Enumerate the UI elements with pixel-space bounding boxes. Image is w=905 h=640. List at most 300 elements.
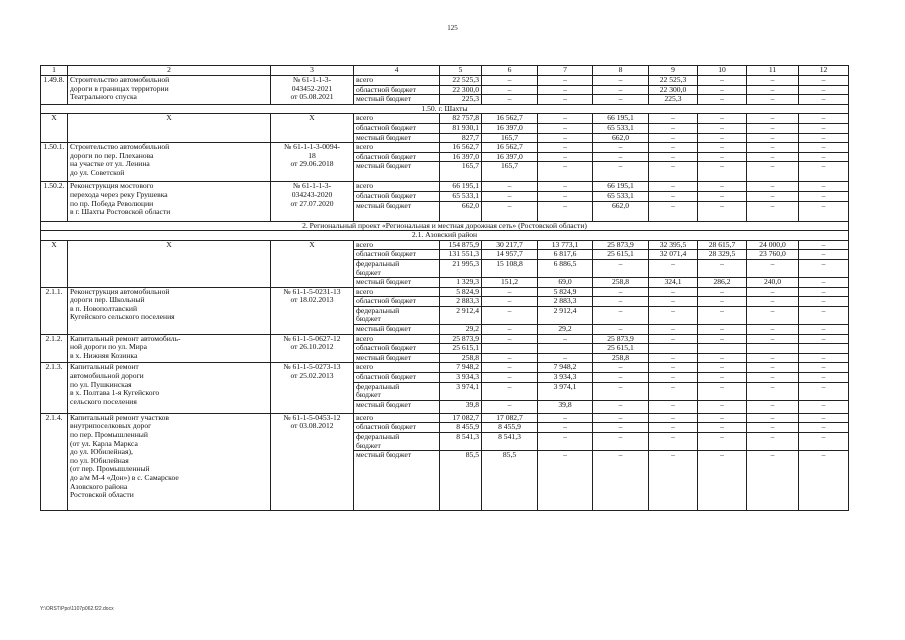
value-cell: –	[747, 373, 799, 383]
value-cell: –	[482, 400, 538, 413]
fund-label: областной бюджет	[354, 152, 440, 162]
value-cell: –	[482, 353, 538, 363]
value-cell: –	[698, 306, 747, 324]
item-name-line: дороги в границах территории	[70, 83, 169, 93]
value-cell: –	[593, 85, 649, 95]
value-cell: 65 533,1	[440, 191, 482, 201]
item-document-line: 034243-2020	[291, 189, 333, 199]
table-row	[41, 114, 849, 124]
value-cell: 2 883,3	[440, 297, 482, 307]
value-cell: –	[799, 250, 849, 260]
value-cell: –	[649, 123, 698, 133]
fund-label: областной бюджет	[354, 344, 440, 354]
value-cell: –	[799, 297, 849, 307]
x-number: Х	[41, 114, 68, 143]
value-cell: –	[698, 353, 747, 363]
value-cell: 16 562,7	[482, 143, 538, 153]
fund-label: всего	[354, 76, 440, 86]
value-cell: 2 912,4	[440, 306, 482, 324]
value-cell: 7 948,2	[538, 363, 593, 373]
value-cell: –	[698, 451, 747, 511]
item-name-line: на участке от ул. Ленина	[70, 159, 150, 169]
value-cell: –	[799, 433, 849, 451]
value-cell: 258,8	[440, 353, 482, 363]
value-cell: 17 082,7	[440, 413, 482, 423]
value-cell: 16 562,7	[482, 114, 538, 124]
item-name-line: Капитальный ремонт участков	[70, 413, 170, 422]
value-cell: –	[747, 423, 799, 433]
value-cell: 2 912,4	[538, 306, 593, 324]
value-cell: –	[747, 95, 799, 105]
table-row	[41, 66, 849, 76]
value-cell: –	[799, 152, 849, 162]
value-cell: 25 873,9	[440, 334, 482, 344]
value-cell: –	[799, 334, 849, 344]
value-cell: –	[747, 152, 799, 162]
item-name-line: по пер. Промышленный	[70, 430, 148, 439]
value-cell: 165,7	[440, 162, 482, 182]
value-cell	[482, 344, 538, 354]
fund-label: местный бюджет	[354, 162, 440, 182]
value-cell: –	[593, 287, 649, 297]
value-cell: 22 525,3	[649, 76, 698, 86]
value-cell: –	[698, 133, 747, 143]
x-name: Х	[68, 114, 271, 143]
item-document-line: № 61-1-5-0273-13	[283, 362, 341, 372]
value-cell: –	[698, 413, 747, 423]
item-document-line: от 27.07.2020	[290, 198, 334, 208]
value-cell: –	[649, 152, 698, 162]
value-cell: –	[649, 363, 698, 373]
column-header: 7	[538, 66, 593, 76]
value-cell: –	[747, 297, 799, 307]
value-cell: 24 000,0	[747, 240, 799, 250]
value-cell: –	[538, 162, 593, 182]
item-name-line: внутрипоселковых дорог	[70, 421, 152, 431]
value-cell: –	[747, 191, 799, 201]
value-cell: –	[538, 423, 593, 433]
value-cell: –	[593, 76, 649, 86]
fund-label: областной бюджет	[354, 191, 440, 201]
value-cell	[538, 344, 593, 354]
value-cell: 66 195,1	[593, 182, 649, 192]
page-number: 125	[447, 24, 458, 32]
value-cell	[698, 344, 747, 354]
item-document-line: от 18.02.2013	[290, 295, 334, 305]
value-cell: 25 873,9	[593, 240, 649, 250]
value-cell: 3 934,3	[440, 373, 482, 383]
value-cell: –	[747, 353, 799, 363]
value-cell: –	[538, 451, 593, 511]
value-cell: 32 395,5	[649, 240, 698, 250]
item-document-line: № 61-1-5-0627-12	[283, 334, 341, 343]
value-cell: –	[698, 123, 747, 133]
column-header: 12	[799, 66, 849, 76]
value-cell: –	[799, 76, 849, 86]
column-header: 4	[354, 66, 440, 76]
value-cell: 65 533,1	[593, 123, 649, 133]
value-cell: 29,2	[538, 325, 593, 335]
value-cell: 28 329,5	[698, 250, 747, 260]
value-cell: –	[698, 114, 747, 124]
value-cell: –	[593, 382, 649, 400]
fund-label: всего	[354, 334, 440, 344]
value-cell: 8 541,3	[440, 433, 482, 451]
value-cell: –	[649, 334, 698, 344]
item-name-line: до а/м М-4 «Дон») в с. Самарское	[70, 472, 179, 482]
value-cell: 5 824,9	[538, 287, 593, 297]
table-row	[41, 143, 849, 153]
value-cell: –	[698, 287, 747, 297]
item-document-line: № 61-1-5-0231-13	[283, 287, 341, 296]
value-cell: –	[747, 162, 799, 182]
item-name-line: Строительство автомобильной	[70, 142, 170, 152]
item-document	[271, 413, 354, 510]
value-cell: –	[538, 114, 593, 124]
value-cell: –	[698, 325, 747, 335]
value-cell: 6 886,5	[538, 259, 593, 277]
value-cell: 15 108,8	[482, 259, 538, 277]
value-cell	[649, 344, 698, 354]
value-cell: –	[649, 287, 698, 297]
value-cell: –	[538, 191, 593, 201]
value-cell: –	[799, 373, 849, 383]
value-cell: –	[799, 133, 849, 143]
item-name-line: до ул. Юбилейная),	[70, 447, 133, 457]
fund-label: всего	[354, 240, 440, 250]
value-cell: –	[747, 363, 799, 373]
item-number: 2.1.1.	[41, 287, 68, 334]
item-number: 2.1.4.	[41, 413, 68, 510]
value-cell: –	[747, 114, 799, 124]
value-cell: 662,0	[593, 201, 649, 221]
fund-label: местный бюджет	[354, 95, 440, 105]
item-name	[68, 334, 271, 363]
item-name-line: сельского поселения	[70, 396, 137, 406]
value-cell: –	[698, 162, 747, 182]
value-cell: –	[698, 363, 747, 373]
value-cell: 131 551,3	[440, 250, 482, 260]
value-cell: –	[649, 259, 698, 277]
value-cell: –	[538, 433, 593, 451]
value-cell: 23 760,0	[747, 250, 799, 260]
value-cell: –	[649, 413, 698, 423]
fund-label-line: федеральный	[356, 306, 400, 315]
value-cell: –	[593, 423, 649, 433]
value-cell: –	[747, 400, 799, 413]
value-cell: 25 873,9	[593, 334, 649, 344]
value-cell: –	[747, 259, 799, 277]
value-cell: 28 615,7	[698, 240, 747, 250]
value-cell: –	[649, 353, 698, 363]
value-cell	[799, 344, 849, 354]
section-title: 2. Региональный проект «Региональная и местная дорожная сеть» (Ростовской области)	[41, 221, 849, 231]
value-cell: –	[799, 382, 849, 400]
section-title: 2.1. Азовский район	[41, 231, 849, 241]
table-row	[41, 413, 849, 423]
value-cell: 39,8	[440, 400, 482, 413]
fund-label	[354, 259, 440, 277]
value-cell: 82 757,8	[440, 114, 482, 124]
value-cell: –	[698, 95, 747, 105]
value-cell: 30 217,7	[482, 240, 538, 250]
value-cell: –	[593, 259, 649, 277]
column-header: 5	[440, 66, 482, 76]
value-cell: 85,5	[482, 451, 538, 511]
value-cell: –	[593, 162, 649, 182]
value-cell: 662,0	[593, 133, 649, 143]
item-document-line: № 61-1-1-3-	[292, 181, 332, 191]
value-cell: –	[799, 162, 849, 182]
value-cell: –	[747, 76, 799, 86]
fund-label: всего	[354, 114, 440, 124]
value-cell: 1 329,3	[440, 278, 482, 288]
value-cell: –	[538, 413, 593, 423]
value-cell: –	[593, 306, 649, 324]
value-cell: –	[799, 306, 849, 324]
fund-label-line: федеральный	[356, 259, 400, 268]
fund-label: всего	[354, 182, 440, 192]
value-cell: 8 455,9	[482, 423, 538, 433]
table-row	[41, 240, 849, 250]
value-cell: 6 817,6	[538, 250, 593, 260]
value-cell: 14 957,7	[482, 250, 538, 260]
value-cell: –	[799, 95, 849, 105]
value-cell: –	[649, 182, 698, 192]
value-cell: –	[593, 152, 649, 162]
value-cell: –	[747, 85, 799, 95]
column-header: 11	[747, 66, 799, 76]
value-cell: –	[698, 85, 747, 95]
item-name-line: до ул. Советской	[70, 167, 125, 177]
value-cell: –	[593, 373, 649, 383]
value-cell: –	[799, 325, 849, 335]
value-cell: –	[698, 373, 747, 383]
item-name-line: в х. Полтава 1-я Кугейского	[70, 388, 160, 398]
value-cell: –	[747, 133, 799, 143]
value-cell	[747, 344, 799, 354]
value-cell: 324,1	[649, 278, 698, 288]
value-cell: –	[649, 143, 698, 153]
fund-label-line: бюджет	[356, 267, 381, 277]
fund-label: всего	[354, 413, 440, 423]
value-cell: –	[799, 143, 849, 153]
value-cell: –	[799, 423, 849, 433]
value-cell: –	[482, 373, 538, 383]
value-cell: –	[649, 162, 698, 182]
item-name-line: Кугейского сельского поселения	[70, 312, 175, 322]
value-cell: –	[649, 451, 698, 511]
value-cell: –	[482, 95, 538, 105]
item-document-line: от 05.08.2021	[290, 92, 334, 102]
value-cell: 16 397,0	[482, 123, 538, 133]
fund-label-line: бюджет	[356, 390, 381, 400]
item-name-line: в х. Нижняя Козинка	[70, 350, 138, 360]
value-cell: 29,2	[440, 325, 482, 335]
item-document	[271, 143, 354, 182]
value-cell: 8 455,9	[440, 423, 482, 433]
value-cell: 22 300,0	[440, 85, 482, 95]
value-cell: –	[482, 201, 538, 221]
x-name: Х	[68, 240, 271, 287]
column-header: 3	[271, 66, 354, 76]
item-name-line: Капитальный ремонт автомобиль-	[70, 334, 181, 343]
value-cell: 8 541,3	[482, 433, 538, 451]
value-cell: 3 974,1	[538, 382, 593, 400]
value-cell: 2 883,3	[538, 297, 593, 307]
value-cell: –	[799, 413, 849, 423]
table-row	[41, 104, 849, 114]
value-cell: –	[698, 423, 747, 433]
value-cell: 16 397,0	[482, 152, 538, 162]
fund-label: местный бюджет	[354, 201, 440, 221]
value-cell: –	[698, 191, 747, 201]
value-cell: –	[538, 182, 593, 192]
value-cell: –	[799, 363, 849, 373]
x-number: Х	[41, 240, 68, 287]
value-cell: –	[698, 201, 747, 221]
fund-label: всего	[354, 363, 440, 373]
fund-label: областной бюджет	[354, 423, 440, 433]
value-cell: –	[799, 201, 849, 221]
value-cell: –	[482, 191, 538, 201]
item-document-line: от 25.02.2013	[290, 371, 334, 381]
fund-label	[354, 433, 440, 451]
value-cell: –	[698, 182, 747, 192]
item-name-line: Ростовской области	[70, 490, 134, 500]
item-document-line: № 61-1-5-0453-12	[283, 413, 341, 422]
value-cell: –	[482, 297, 538, 307]
fund-label: областной бюджет	[354, 297, 440, 307]
value-cell: –	[538, 123, 593, 133]
value-cell: 65 533,1	[593, 191, 649, 201]
value-cell: –	[593, 325, 649, 335]
table-row	[41, 76, 849, 86]
value-cell: –	[538, 334, 593, 344]
value-cell: –	[538, 353, 593, 363]
value-cell: –	[538, 133, 593, 143]
item-document	[271, 363, 354, 413]
value-cell: –	[698, 152, 747, 162]
item-name-line: Театрального спуска	[70, 92, 137, 102]
column-header: 2	[68, 66, 271, 76]
item-document	[271, 334, 354, 363]
value-cell: –	[649, 325, 698, 335]
value-cell: 151,2	[482, 278, 538, 288]
value-cell: 240,0	[747, 278, 799, 288]
value-cell: 3 974,1	[440, 382, 482, 400]
value-cell: –	[593, 297, 649, 307]
item-name-line: Капитальный ремонт	[70, 362, 139, 372]
value-cell: –	[482, 85, 538, 95]
value-cell: 258,8	[593, 278, 649, 288]
value-cell: 165,7	[482, 133, 538, 143]
item-number: 1.50.1.	[41, 143, 68, 182]
value-cell: 258,8	[593, 353, 649, 363]
value-cell: –	[698, 143, 747, 153]
value-cell: 22 300,0	[649, 85, 698, 95]
value-cell: 39,8	[538, 400, 593, 413]
value-cell: –	[799, 191, 849, 201]
value-cell: –	[538, 152, 593, 162]
value-cell: –	[799, 259, 849, 277]
value-cell: 286,2	[698, 278, 747, 288]
value-cell: 3 934,3	[538, 373, 593, 383]
column-header: 10	[698, 66, 747, 76]
value-cell: –	[649, 373, 698, 383]
value-cell: –	[593, 433, 649, 451]
fund-label: местный бюджет	[354, 325, 440, 335]
value-cell: –	[482, 182, 538, 192]
value-cell: –	[649, 306, 698, 324]
value-cell: –	[698, 382, 747, 400]
fund-label: местный бюджет	[354, 353, 440, 363]
item-name-line: в п. Новополтавский	[70, 303, 138, 313]
item-document-line: от 03.08.2012	[290, 421, 334, 431]
item-number: 2.1.2.	[41, 334, 68, 363]
value-cell: –	[649, 191, 698, 201]
value-cell: –	[593, 400, 649, 413]
item-name-line: Реконструкция мостового	[70, 181, 154, 191]
value-cell: –	[538, 143, 593, 153]
value-cell: 662,0	[440, 201, 482, 221]
item-name	[68, 143, 271, 182]
item-number: 1.49.8.	[41, 76, 68, 105]
item-name-line: по ул. Юбилейная	[70, 455, 129, 465]
column-header: 6	[482, 66, 538, 76]
fund-label: всего	[354, 287, 440, 297]
value-cell: 225,3	[440, 95, 482, 105]
value-cell: –	[593, 363, 649, 373]
item-name-line: ной дороги по ул. Мира	[70, 342, 147, 352]
value-cell: 85,5	[440, 451, 482, 511]
value-cell: –	[799, 400, 849, 413]
value-cell: –	[747, 306, 799, 324]
value-cell: 13 773,1	[538, 240, 593, 250]
item-name	[68, 363, 271, 413]
value-cell: 5 824,9	[440, 287, 482, 297]
fund-label	[354, 382, 440, 400]
item-document-line: 18	[308, 150, 316, 160]
value-cell: –	[593, 143, 649, 153]
item-name-line: автомобильной дороги	[70, 371, 144, 381]
item-document-line: № 61-1-1-3-	[292, 75, 332, 84]
table-row	[41, 334, 849, 344]
value-cell: –	[649, 433, 698, 451]
item-name-line: (от пер. Промышленный	[70, 464, 150, 474]
value-cell: –	[747, 413, 799, 423]
value-cell: 22 525,3	[440, 76, 482, 86]
value-cell: –	[698, 76, 747, 86]
table-row	[41, 231, 849, 241]
fund-label-line: бюджет	[356, 314, 381, 324]
value-cell: –	[799, 123, 849, 133]
value-cell: 25 615,1	[593, 250, 649, 260]
value-cell: –	[799, 182, 849, 192]
value-cell: 225,3	[649, 95, 698, 105]
budget-table	[40, 65, 849, 511]
item-document-line: от 26.10.2012	[290, 342, 334, 352]
value-cell: –	[799, 114, 849, 124]
value-cell: –	[482, 363, 538, 373]
section-title: 1.50. г. Шахты	[41, 104, 849, 114]
item-number: 2.1.3.	[41, 363, 68, 413]
value-cell: –	[747, 325, 799, 335]
item-document	[271, 76, 354, 105]
value-cell: 827,7	[440, 133, 482, 143]
value-cell: –	[799, 287, 849, 297]
value-cell: –	[698, 297, 747, 307]
